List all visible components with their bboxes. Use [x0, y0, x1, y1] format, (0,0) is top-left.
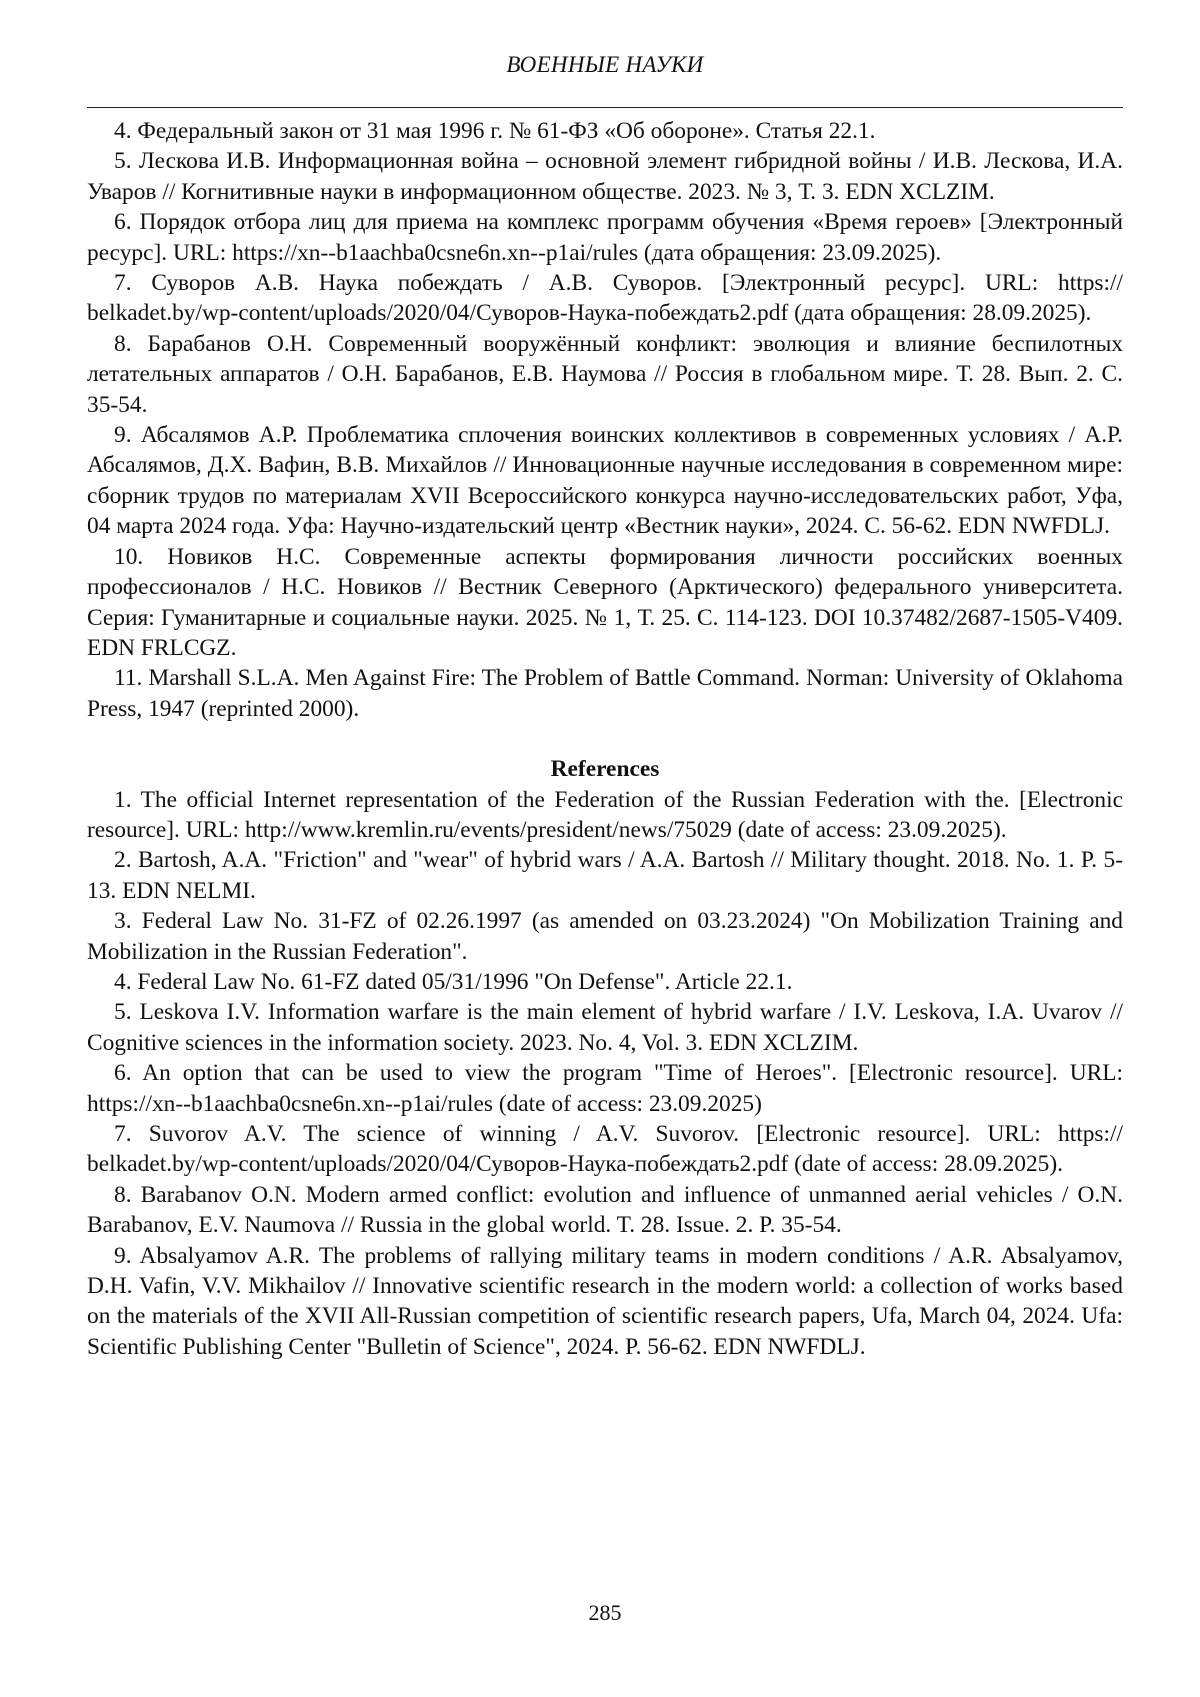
page-content: [87, 116, 1123, 1362]
reference-item-en-4: [87, 967, 1123, 997]
reference-number: 8.: [114, 1181, 132, 1208]
reference-item-en-1: [87, 785, 1123, 846]
reference-item-en-9: [87, 1241, 1123, 1363]
reference-item-ru-11: [87, 663, 1123, 724]
reference-text: Marshall S.L.A. Men Against Fire: The Problem of Battle Command. Norman: University of Oklahoma Press, 1947 (reprinted 2000).: [87, 665, 1123, 722]
reference-text: Новиков Н.С. Современные аспекты формирования личности российских военных профессионалов / Н.С. Новиков // Вестник Северного (Арктического) федерального университета. Серия: Гуманитарные и социальные науки. 2025. № 1, Т. 25. С. 114-123. DOI 10.37482/2687-1505-V409. EDN FRLCGZ.: [87, 543, 1123, 661]
reference-item-ru-7: [87, 268, 1123, 329]
reference-text: Federal Law No. 61-FZ dated 05/31/1996 "On Defense". Article 22.1.: [137, 968, 793, 995]
reference-text: Bartosh, A.A. "Friction" and "wear" of hybrid wars / A.A. Bartosh // Military thought. 2018. No. 1. P. 5-13. EDN NELMI.: [87, 847, 1123, 904]
reference-number: 5.: [114, 999, 132, 1026]
reference-item-ru-9: [87, 420, 1123, 542]
reference-text: Абсалямов А.Р. Проблематика сплочения воинских коллективов в современных условиях / А.Р. Абсалямов, Д.Х. Вафин, В.В. Михайлов // Инновационные научные исследования в современном мире: сборник трудов по материалам XVII Всероссийского конкурса научно-исследовательских работ, Уфа, 04 марта 2024 года. Уфа: Научно-издательский центр «Вестник науки», 2024. С. 56-62. EDN NWFDLJ.: [87, 422, 1123, 540]
reference-number: 9.: [114, 422, 132, 449]
reference-number: 8.: [114, 330, 132, 357]
reference-text: The official Internet representation of the Federation of the Russian Federation with the. [Electronic resource]. URL: http://www.kremlin.ru/events/president/news/75029 (date of access: 23.09.2025).: [87, 786, 1123, 843]
reference-text: Лескова И.В. Информационная война – основной элемент гибридной войны / И.В. Лескова, И.А. Уваров // Когнитивные науки в информационном обществе. 2023. № 3, Т. 3. EDN XCLZIM.: [87, 148, 1123, 205]
reference-item-en-8: [87, 1180, 1123, 1241]
reference-item-ru-4: [87, 116, 1123, 146]
reference-item-en-7: [87, 1119, 1123, 1180]
reference-text: Порядок отбора лиц для приема на комплекс программ обучения «Время героев» [Электронный ресурс]. URL: https://xn--b1aachba0csne6n.xn--p1ai/rules (дата обращения: 23.09.2025).: [87, 209, 1123, 266]
reference-number: 7.: [114, 1121, 132, 1147]
reference-text: Барабанов О.Н. Современный вооружённый конфликт: эволюция и влияние беспилотных летательных аппаратов / О.Н. Барабанов, Е.В. Наумова // Россия в глобальном мире. Т. 28. Вып. 2. С. 35-54.: [87, 330, 1123, 418]
reference-number: 11.: [114, 665, 143, 692]
reference-text: Barabanov O.N. Modern armed conflict: evolution and influence of unmanned aerial vehicles / O.N. Barabanov, E.V. Naumova // Russia in the global world. T. 28. Issue. 2. P. 35-54.: [87, 1181, 1123, 1239]
reference-number: 7.: [114, 270, 132, 297]
reference-item-ru-5: [87, 146, 1123, 207]
page-number: 285: [588, 1600, 622, 1625]
reference-number: 9.: [114, 1242, 132, 1269]
reference-number: 5.: [114, 148, 132, 175]
english-reference-list: [87, 785, 1123, 1363]
reference-number: 4.: [114, 968, 132, 995]
reference-number: 10.: [114, 543, 144, 570]
reference-item-en-2: [87, 845, 1123, 906]
references-heading: References: [550, 756, 660, 783]
reference-number: 4.: [114, 118, 132, 144]
reference-item-en-5: [87, 997, 1123, 1058]
journal-page: [87, 0, 1123, 1697]
reference-item-en-6: [87, 1058, 1123, 1119]
reference-text: Суворов А.В. Наука побеждать / А.В. Суворов. [Электронный ресурс]. URL: https:// belkadet.by/wp-content/uploads/2020/04/Суворов-Наука-побеждать2.pdf (дата обращения: 28.09.2025).: [87, 270, 1123, 327]
running-header: ВОЕННЫЕ НАУКИ: [506, 52, 704, 77]
reference-number: 3.: [114, 908, 132, 935]
reference-text: Федеральный закон от 31 мая 1996 г. № 61-ФЗ «Об обороне». Статья 22.1.: [137, 118, 876, 144]
reference-text: Federal Law No. 31-FZ of 02.26.1997 (as amended on 03.23.2024) "On Mobilization Training and Mobilization in the Russian Federation".: [87, 908, 1123, 965]
reference-number: 6.: [114, 1060, 132, 1087]
russian-reference-list: [87, 116, 1123, 724]
reference-item-en-3: [87, 906, 1123, 967]
reference-text: Absalyamov A.R. The problems of rallying military teams in modern conditions / A.R. Absalyamov, D.H. Vafin, V.V. Mikhailov // Innovative scientific research in the modern world: a collection of works based on the materials of the XVII All-Russian competition of scientific research papers, Ufa, March 04, 2024. Ufa: Scientific Publishing Center "Bulletin of Science", 2024. P. 56-62. EDN NWFDLJ.: [87, 1242, 1123, 1360]
header-divider: [87, 107, 1123, 108]
reference-number: 6.: [114, 209, 132, 236]
reference-item-ru-6: [87, 207, 1123, 268]
reference-text: Suvorov A.V. The science of winning / A.V. Suvorov. [Electronic resource]. URL: https:// belkadet.by/wp-content/uploads/2020/04/Суворов-Наука-побеждать2.pdf (date of access: 28.09.2025).: [87, 1121, 1123, 1178]
reference-text: An option that can be used to view the program "Time of Heroes". [Electronic resource]. URL: https://xn--b1aachba0csne6n.xn--p1ai/rules (date of access: 23.09.2025): [87, 1060, 1123, 1117]
reference-item-ru-8: [87, 329, 1123, 420]
reference-text: Leskova I.V. Information warfare is the main element of hybrid warfare / I.V. Leskova, I.A. Uvarov // Cognitive sciences in the information society. 2023. No. 4, Vol. 3. EDN XCLZIM.: [87, 999, 1123, 1056]
reference-number: 2.: [114, 847, 132, 874]
reference-item-ru-10: [87, 542, 1123, 664]
reference-number: 1.: [114, 786, 132, 813]
